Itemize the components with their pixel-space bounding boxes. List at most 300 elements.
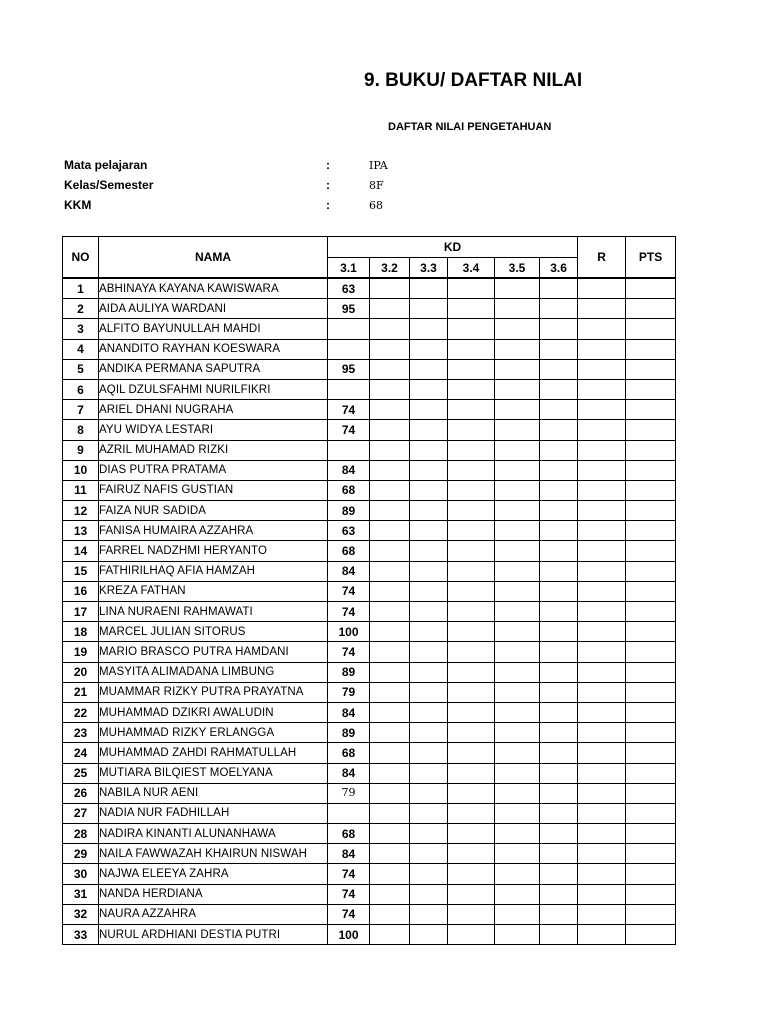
- empty-grade-cell: [448, 925, 495, 945]
- empty-grade-cell: [495, 844, 540, 864]
- empty-grade-cell: [410, 339, 448, 359]
- score-kd-3-1: 74: [328, 864, 370, 884]
- header-kd-3-4: 3.4: [448, 258, 495, 279]
- header-no: NO: [63, 237, 99, 279]
- score-kd-3-1: [328, 319, 370, 339]
- empty-grade-cell: [448, 844, 495, 864]
- empty-grade-cell: [495, 440, 540, 460]
- meta-colon: :: [326, 198, 330, 212]
- table-row: [63, 420, 676, 440]
- empty-grade-cell: [448, 359, 495, 379]
- empty-grade-cell: [540, 763, 578, 783]
- table-row: [63, 884, 676, 904]
- student-name: AYU WIDYA LESTARI: [99, 420, 328, 440]
- meta-value: 8F: [369, 179, 384, 192]
- student-name: FAIRUZ NAFIS GUSTIAN: [99, 480, 328, 500]
- student-name: NANDA HERDIANA: [99, 884, 328, 904]
- meta-label: Mata pelajaran: [64, 158, 148, 172]
- empty-grade-cell: [540, 844, 578, 864]
- empty-grade-cell: [448, 723, 495, 743]
- empty-grade-cell: [578, 702, 626, 722]
- empty-grade-cell: [370, 682, 410, 702]
- empty-grade-cell: [410, 400, 448, 420]
- empty-grade-cell: [370, 299, 410, 319]
- empty-grade-cell: [495, 925, 540, 945]
- row-number: 6: [63, 379, 99, 399]
- student-name: NAILA FAWWAZAH KHAIRUN NISWAH: [99, 844, 328, 864]
- empty-grade-cell: [370, 521, 410, 541]
- empty-grade-cell: [540, 561, 578, 581]
- student-name: ABHINAYA KAYANA KAWISWARA: [99, 278, 328, 299]
- empty-grade-cell: [626, 379, 676, 399]
- score-kd-3-1: 68: [328, 541, 370, 561]
- table-row: [63, 278, 676, 299]
- empty-grade-cell: [448, 561, 495, 581]
- empty-grade-cell: [540, 501, 578, 521]
- table-row: [63, 743, 676, 763]
- empty-grade-cell: [370, 400, 410, 420]
- row-number: 5: [63, 359, 99, 379]
- empty-grade-cell: [370, 581, 410, 601]
- empty-grade-cell: [370, 824, 410, 844]
- empty-grade-cell: [578, 864, 626, 884]
- empty-grade-cell: [578, 339, 626, 359]
- score-kd-3-1: 68: [328, 480, 370, 500]
- empty-grade-cell: [370, 440, 410, 460]
- empty-grade-cell: [626, 339, 676, 359]
- empty-grade-cell: [578, 622, 626, 642]
- empty-grade-cell: [410, 824, 448, 844]
- empty-grade-cell: [626, 400, 676, 420]
- empty-grade-cell: [495, 904, 540, 924]
- empty-grade-cell: [448, 803, 495, 823]
- empty-grade-cell: [495, 480, 540, 500]
- empty-grade-cell: [495, 299, 540, 319]
- empty-grade-cell: [410, 602, 448, 622]
- row-number: 21: [63, 682, 99, 702]
- table-row: [63, 622, 676, 642]
- empty-grade-cell: [410, 743, 448, 763]
- meta-colon: :: [326, 178, 330, 192]
- empty-grade-cell: [626, 702, 676, 722]
- student-name: MARCEL JULIAN SITORUS: [99, 622, 328, 642]
- empty-grade-cell: [495, 824, 540, 844]
- empty-grade-cell: [410, 904, 448, 924]
- empty-grade-cell: [495, 642, 540, 662]
- table-row: [63, 521, 676, 541]
- score-kd-3-1: 74: [328, 581, 370, 601]
- score-kd-3-1: [328, 440, 370, 460]
- empty-grade-cell: [410, 501, 448, 521]
- empty-grade-cell: [448, 379, 495, 399]
- table-row: [63, 723, 676, 743]
- score-kd-3-1: [328, 379, 370, 399]
- empty-grade-cell: [578, 844, 626, 864]
- empty-grade-cell: [626, 844, 676, 864]
- empty-grade-cell: [410, 440, 448, 460]
- empty-grade-cell: [370, 904, 410, 924]
- empty-grade-cell: [540, 379, 578, 399]
- table-row: [63, 561, 676, 581]
- student-name: NURUL ARDHIANI DESTIA PUTRI: [99, 925, 328, 945]
- row-number: 16: [63, 581, 99, 601]
- row-number: 23: [63, 723, 99, 743]
- empty-grade-cell: [578, 884, 626, 904]
- empty-grade-cell: [626, 925, 676, 945]
- student-name: MASYITA ALIMADANA LIMBUNG: [99, 662, 328, 682]
- empty-grade-cell: [410, 319, 448, 339]
- row-number: 20: [63, 662, 99, 682]
- row-number: 18: [63, 622, 99, 642]
- empty-grade-cell: [448, 480, 495, 500]
- empty-grade-cell: [540, 702, 578, 722]
- row-number: 31: [63, 884, 99, 904]
- empty-grade-cell: [578, 379, 626, 399]
- student-name: ANANDITO RAYHAN KOESWARA: [99, 339, 328, 359]
- empty-grade-cell: [448, 884, 495, 904]
- score-kd-3-1: 100: [328, 925, 370, 945]
- empty-grade-cell: [626, 480, 676, 500]
- score-kd-3-1: 84: [328, 702, 370, 722]
- empty-grade-cell: [495, 602, 540, 622]
- empty-grade-cell: [448, 541, 495, 561]
- empty-grade-cell: [495, 400, 540, 420]
- empty-grade-cell: [578, 480, 626, 500]
- table-row: [63, 400, 676, 420]
- empty-grade-cell: [540, 642, 578, 662]
- score-kd-3-1: 79: [328, 783, 370, 803]
- table-row: [63, 339, 676, 359]
- empty-grade-cell: [540, 743, 578, 763]
- row-number: 12: [63, 501, 99, 521]
- empty-grade-cell: [448, 824, 495, 844]
- empty-grade-cell: [410, 925, 448, 945]
- empty-grade-cell: [410, 561, 448, 581]
- empty-grade-cell: [626, 682, 676, 702]
- empty-grade-cell: [495, 864, 540, 884]
- empty-grade-cell: [410, 521, 448, 541]
- empty-grade-cell: [578, 743, 626, 763]
- empty-grade-cell: [495, 682, 540, 702]
- empty-grade-cell: [410, 299, 448, 319]
- table-row: [63, 662, 676, 682]
- empty-grade-cell: [626, 884, 676, 904]
- table-row: [63, 299, 676, 319]
- empty-grade-cell: [448, 662, 495, 682]
- empty-grade-cell: [448, 420, 495, 440]
- empty-grade-cell: [370, 803, 410, 823]
- empty-grade-cell: [370, 278, 410, 299]
- empty-grade-cell: [626, 581, 676, 601]
- table-row: [63, 602, 676, 622]
- header-kd-3-3: 3.3: [410, 258, 448, 279]
- row-number: 14: [63, 541, 99, 561]
- empty-grade-cell: [495, 803, 540, 823]
- score-kd-3-1: 89: [328, 723, 370, 743]
- table-row: [63, 864, 676, 884]
- row-number: 33: [63, 925, 99, 945]
- table-row: [63, 763, 676, 783]
- empty-grade-cell: [540, 339, 578, 359]
- empty-grade-cell: [495, 359, 540, 379]
- empty-grade-cell: [578, 521, 626, 541]
- empty-grade-cell: [448, 622, 495, 642]
- empty-grade-cell: [370, 561, 410, 581]
- empty-grade-cell: [578, 682, 626, 702]
- empty-grade-cell: [370, 662, 410, 682]
- empty-grade-cell: [495, 622, 540, 642]
- student-name: NADIRA KINANTI ALUNANHAWA: [99, 824, 328, 844]
- row-number: 32: [63, 904, 99, 924]
- score-kd-3-1: 74: [328, 400, 370, 420]
- empty-grade-cell: [410, 723, 448, 743]
- score-kd-3-1: 84: [328, 844, 370, 864]
- empty-grade-cell: [370, 501, 410, 521]
- page-subtitle: DAFTAR NILAI PENGETAHUAN: [388, 121, 552, 133]
- row-number: 27: [63, 803, 99, 823]
- empty-grade-cell: [495, 743, 540, 763]
- empty-grade-cell: [540, 824, 578, 844]
- student-name: NABILA NUR AENI: [99, 783, 328, 803]
- empty-grade-cell: [540, 783, 578, 803]
- empty-grade-cell: [495, 723, 540, 743]
- empty-grade-cell: [370, 763, 410, 783]
- empty-grade-cell: [540, 359, 578, 379]
- score-kd-3-1: 84: [328, 763, 370, 783]
- row-number: 2: [63, 299, 99, 319]
- row-number: 10: [63, 460, 99, 480]
- empty-grade-cell: [448, 743, 495, 763]
- empty-grade-cell: [410, 844, 448, 864]
- student-name: FARREL NADZHMI HERYANTO: [99, 541, 328, 561]
- student-name: AIDA AULIYA WARDANI: [99, 299, 328, 319]
- empty-grade-cell: [626, 783, 676, 803]
- empty-grade-cell: [626, 803, 676, 823]
- empty-grade-cell: [578, 541, 626, 561]
- empty-grade-cell: [578, 662, 626, 682]
- student-name: ALFITO BAYUNULLAH MAHDI: [99, 319, 328, 339]
- empty-grade-cell: [626, 420, 676, 440]
- empty-grade-cell: [626, 662, 676, 682]
- row-number: 17: [63, 602, 99, 622]
- empty-grade-cell: [448, 460, 495, 480]
- score-kd-3-1: 63: [328, 278, 370, 299]
- empty-grade-cell: [448, 581, 495, 601]
- empty-grade-cell: [626, 763, 676, 783]
- student-name: FATHIRILHAQ AFIA HAMZAH: [99, 561, 328, 581]
- empty-grade-cell: [370, 743, 410, 763]
- empty-grade-cell: [626, 541, 676, 561]
- score-kd-3-1: 95: [328, 299, 370, 319]
- table-row: [63, 682, 676, 702]
- row-number: 19: [63, 642, 99, 662]
- row-number: 15: [63, 561, 99, 581]
- empty-grade-cell: [370, 702, 410, 722]
- row-number: 3: [63, 319, 99, 339]
- empty-grade-cell: [540, 723, 578, 743]
- grades-table: [62, 236, 676, 945]
- score-kd-3-1: 68: [328, 743, 370, 763]
- header-r: R: [578, 237, 626, 279]
- row-number: 24: [63, 743, 99, 763]
- table-row: [63, 824, 676, 844]
- empty-grade-cell: [540, 299, 578, 319]
- empty-grade-cell: [495, 319, 540, 339]
- score-kd-3-1: 74: [328, 420, 370, 440]
- row-number: 9: [63, 440, 99, 460]
- empty-grade-cell: [495, 541, 540, 561]
- table-row: [63, 480, 676, 500]
- score-kd-3-1: 68: [328, 824, 370, 844]
- empty-grade-cell: [448, 299, 495, 319]
- empty-grade-cell: [495, 379, 540, 399]
- table-row: [63, 319, 676, 339]
- empty-grade-cell: [540, 581, 578, 601]
- table-row: [63, 359, 676, 379]
- header-kd-3-5: 3.5: [495, 258, 540, 279]
- empty-grade-cell: [370, 844, 410, 864]
- empty-grade-cell: [578, 803, 626, 823]
- grades-table-body: [63, 278, 676, 945]
- empty-grade-cell: [578, 904, 626, 924]
- empty-grade-cell: [448, 763, 495, 783]
- empty-grade-cell: [495, 460, 540, 480]
- empty-grade-cell: [578, 824, 626, 844]
- empty-grade-cell: [370, 359, 410, 379]
- empty-grade-cell: [448, 521, 495, 541]
- table-row: [63, 440, 676, 460]
- empty-grade-cell: [626, 359, 676, 379]
- empty-grade-cell: [626, 278, 676, 299]
- header-name: NAMA: [99, 237, 328, 279]
- empty-grade-cell: [495, 702, 540, 722]
- empty-grade-cell: [448, 400, 495, 420]
- score-kd-3-1: 74: [328, 904, 370, 924]
- score-kd-3-1: 74: [328, 602, 370, 622]
- empty-grade-cell: [578, 460, 626, 480]
- empty-grade-cell: [410, 662, 448, 682]
- empty-grade-cell: [410, 541, 448, 561]
- empty-grade-cell: [370, 723, 410, 743]
- empty-grade-cell: [626, 299, 676, 319]
- score-kd-3-1: 84: [328, 561, 370, 581]
- empty-grade-cell: [370, 925, 410, 945]
- empty-grade-cell: [448, 602, 495, 622]
- empty-grade-cell: [370, 541, 410, 561]
- table-row: [63, 783, 676, 803]
- table-row: [63, 501, 676, 521]
- empty-grade-cell: [626, 460, 676, 480]
- empty-grade-cell: [410, 642, 448, 662]
- empty-grade-cell: [540, 420, 578, 440]
- empty-grade-cell: [370, 319, 410, 339]
- table-row: [63, 702, 676, 722]
- table-row: [63, 844, 676, 864]
- empty-grade-cell: [540, 803, 578, 823]
- student-name: NADIA NUR FADHILLAH: [99, 803, 328, 823]
- empty-grade-cell: [578, 561, 626, 581]
- empty-grade-cell: [540, 521, 578, 541]
- empty-grade-cell: [578, 299, 626, 319]
- student-name: AQIL DZULSFAHMI NURILFIKRI: [99, 379, 328, 399]
- empty-grade-cell: [540, 602, 578, 622]
- empty-grade-cell: [370, 339, 410, 359]
- row-number: 26: [63, 783, 99, 803]
- empty-grade-cell: [448, 702, 495, 722]
- empty-grade-cell: [626, 440, 676, 460]
- meta-value: IPA: [369, 159, 388, 172]
- score-kd-3-1: 74: [328, 642, 370, 662]
- header-kd: KD: [328, 237, 578, 258]
- empty-grade-cell: [448, 904, 495, 924]
- empty-grade-cell: [626, 501, 676, 521]
- score-kd-3-1: 89: [328, 662, 370, 682]
- empty-grade-cell: [540, 884, 578, 904]
- meta-label: Kelas/Semester: [64, 178, 154, 192]
- empty-grade-cell: [626, 319, 676, 339]
- empty-grade-cell: [448, 278, 495, 299]
- empty-grade-cell: [578, 400, 626, 420]
- empty-grade-cell: [578, 763, 626, 783]
- empty-grade-cell: [578, 440, 626, 460]
- empty-grade-cell: [540, 319, 578, 339]
- empty-grade-cell: [540, 440, 578, 460]
- empty-grade-cell: [448, 339, 495, 359]
- empty-grade-cell: [370, 460, 410, 480]
- student-name: KREZA FATHAN: [99, 581, 328, 601]
- empty-grade-cell: [578, 278, 626, 299]
- empty-grade-cell: [370, 864, 410, 884]
- empty-grade-cell: [370, 480, 410, 500]
- score-kd-3-1: 63: [328, 521, 370, 541]
- empty-grade-cell: [410, 783, 448, 803]
- row-number: 1: [63, 278, 99, 299]
- empty-grade-cell: [370, 884, 410, 904]
- empty-grade-cell: [448, 440, 495, 460]
- empty-grade-cell: [495, 339, 540, 359]
- score-kd-3-1: 89: [328, 501, 370, 521]
- table-row: [63, 904, 676, 924]
- empty-grade-cell: [578, 581, 626, 601]
- empty-grade-cell: [540, 662, 578, 682]
- empty-grade-cell: [578, 420, 626, 440]
- score-kd-3-1: 84: [328, 460, 370, 480]
- empty-grade-cell: [448, 319, 495, 339]
- student-name: NAJWA ELEEYA ZAHRA: [99, 864, 328, 884]
- table-row: [63, 925, 676, 945]
- empty-grade-cell: [410, 359, 448, 379]
- row-number: 13: [63, 521, 99, 541]
- row-number: 7: [63, 400, 99, 420]
- empty-grade-cell: [370, 420, 410, 440]
- table-row: [63, 803, 676, 823]
- header-kd-3-1: 3.1: [328, 258, 370, 279]
- empty-grade-cell: [448, 783, 495, 803]
- table-row: [63, 460, 676, 480]
- row-number: 30: [63, 864, 99, 884]
- table-row: [63, 642, 676, 662]
- row-number: 4: [63, 339, 99, 359]
- page-title: 9. BUKU/ DAFTAR NILAI: [364, 70, 583, 91]
- empty-grade-cell: [626, 864, 676, 884]
- student-name: ANDIKA PERMANA SAPUTRA: [99, 359, 328, 379]
- row-number: 8: [63, 420, 99, 440]
- empty-grade-cell: [540, 864, 578, 884]
- empty-grade-cell: [540, 400, 578, 420]
- empty-grade-cell: [626, 723, 676, 743]
- score-kd-3-1: 100: [328, 622, 370, 642]
- empty-grade-cell: [448, 501, 495, 521]
